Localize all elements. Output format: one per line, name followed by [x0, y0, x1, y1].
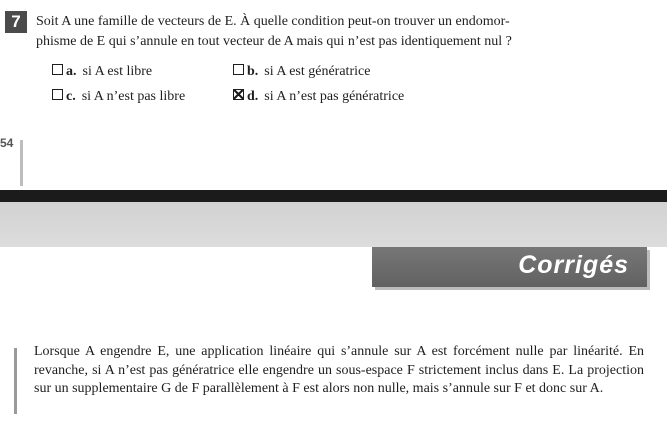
page-number: 54: [0, 136, 14, 150]
option-text: si A n’est pas génératrice: [264, 89, 405, 104]
section-header-tab: [372, 247, 647, 287]
checkbox-icon[interactable]: [52, 64, 63, 75]
option-a[interactable]: [52, 63, 152, 81]
question-text-line-2: phisme de E qui s’annule en tout vecteur de A mais qui n’est pas identiquement nul ?: [36, 34, 512, 49]
checkbox-icon[interactable]: [52, 89, 63, 100]
page-margin-bar: [20, 140, 23, 186]
option-text: si A n’est pas libre: [81, 89, 186, 104]
option-letter: a.: [66, 64, 77, 79]
question-number: 7: [5, 11, 27, 33]
section-title: Corrigés: [518, 251, 629, 279]
question-text-line-1: Soit A une famille de vecteurs de E. À quelle condition peut-on trouver un endomor-: [36, 14, 510, 29]
option-text: si A est libre: [82, 64, 153, 79]
option-b[interactable]: [233, 63, 370, 81]
checked-checkbox-icon[interactable]: [233, 89, 244, 100]
question-text: [36, 12, 646, 52]
option-letter: b.: [247, 64, 259, 79]
answer-margin-bar: [14, 348, 17, 414]
option-letter: c.: [66, 89, 76, 104]
option-c[interactable]: [52, 88, 185, 106]
answer-text: Lorsque A engendre E, une application linéaire qui s’annule sur A est forcément nulle par linéarité. En revanche, si A n’est pas génératrice elle engendre un sous-espace F strictement inclus dans E. La projection sur un supplementaire G de F parallèlement à F est alors non nulle, mais s’annule sur F et donc sur A.: [34, 344, 644, 396]
option-letter: d.: [247, 89, 259, 104]
option-text: si A est génératrice: [264, 64, 371, 79]
section-divider-dark: [0, 190, 667, 202]
checkbox-icon[interactable]: [233, 64, 244, 75]
option-d[interactable]: [233, 88, 404, 106]
section-divider-gray: [0, 202, 667, 247]
